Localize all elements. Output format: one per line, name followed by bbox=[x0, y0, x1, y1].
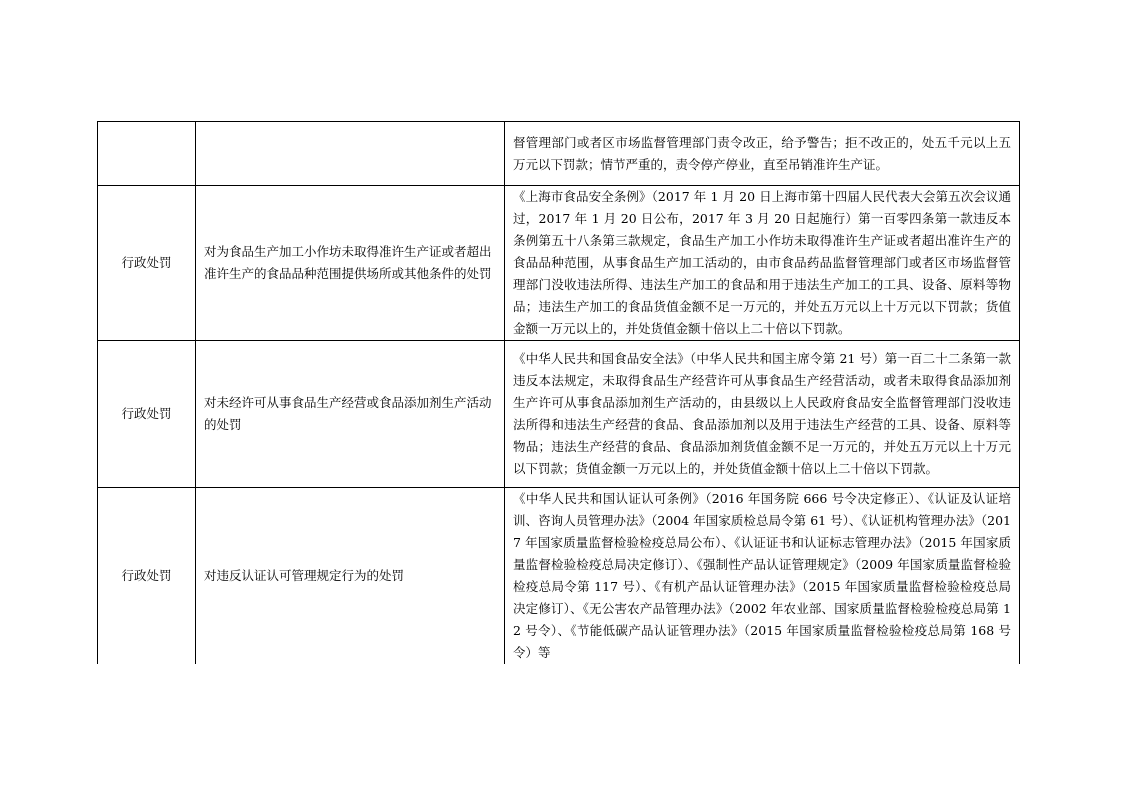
table-row bbox=[98, 488, 1020, 665]
legal-basis-cell: 督管理部门或者区市场监督管理部门责令改正，给予警告；拒不改正的，处五千元以上五万元以下罚款；情节严重的，责令停产停业，直至吊销准许生产证。 bbox=[505, 122, 1020, 186]
penalty-type-cell: 行政处罚 bbox=[98, 488, 196, 665]
penalty-type-cell bbox=[98, 122, 196, 186]
legal-basis-cell: 《上海市食品安全条例》（2017 年 1 月 20 日上海市第十四届人民代表大会第五次会议通过，2017 年 1 月 20 日公布，2017 年 3 月 20 日起施行）第一百零四条第一款违反本条例第五十八条第三款规定，食品生产加工小作坊未取得准许生产证或者超出准许生产的食品品种范围，从事食品生产加工活动的，由市食品药品监督管理部门或者区市场监督管理部门没收违法所得、违法生产加工的食品和用于违法生产加工的工具、设备、原料等物品；违法生产加工的食品货值金额不足一万元的，并处五万元以上十万元以下罚款；货值金额一万元以上的，并处货值金额十倍以上二十倍以下罚款。 bbox=[505, 186, 1020, 341]
penalty-type-cell: 行政处罚 bbox=[98, 186, 196, 341]
penalty-item-cell bbox=[196, 122, 505, 186]
legal-basis-cell: 《中华人民共和国食品安全法》（中华人民共和国主席令第 21 号）第一百二十二条第一款违反本法规定，未取得食品生产经营许可从事食品生产经营活动，或者未取得食品添加剂生产许可从事食品添加剂生产活动的，由县级以上人民政府食品安全监督管理部门没收违法所得和违法生产经营的食品、食品添加剂以及用于违法生产经营的工具、设备、原料等物品；违法生产经营的食品、食品添加剂货值金额不足一万元的，并处五万元以上十万元以下罚款；货值金额一万元以上的，并处货值金额十倍以上二十倍以下罚款。 bbox=[505, 341, 1020, 488]
legal-basis-cell: 《中华人民共和国认证认可条例》（2016 年国务院 666 号令决定修正）、《认证及认证培训、咨询人员管理办法》（2004 年国家质检总局令第 61 号）、《认证机构管理办法》（2017 年国家质量监督检验检疫总局公布）、《认证证书和认证标志管理办法》（2015 年国家质量监督检验检疫总局决定修订）、《强制性产品认证管理规定》（2009 年国家质量监督检验检疫总局令第 117 号）、《有机产品认证管理办法》（2015 年国家质量监督检验检疫总局决定修订）、《无公害农产品管理办法》（2002 年农业部、国家质量监督检验检疫总局第 12 号令）、《节能低碳产品认证管理办法》（2015 年国家质量监督检验检疫总局第 168 号令）等 bbox=[505, 488, 1020, 665]
penalty-item-cell: 对未经许可从事食品生产经营或食品添加剂生产活动的处罚 bbox=[196, 341, 505, 488]
penalty-table bbox=[97, 121, 1020, 664]
penalty-item-cell: 对违反认证认可管理规定行为的处罚 bbox=[196, 488, 505, 665]
table-row bbox=[98, 186, 1020, 341]
table-row bbox=[98, 341, 1020, 488]
penalty-item-cell: 对为食品生产加工小作坊未取得准许生产证或者超出准许生产的食品品种范围提供场所或其他条件的处罚 bbox=[196, 186, 505, 341]
penalty-type-cell: 行政处罚 bbox=[98, 341, 196, 488]
table-row bbox=[98, 122, 1020, 186]
